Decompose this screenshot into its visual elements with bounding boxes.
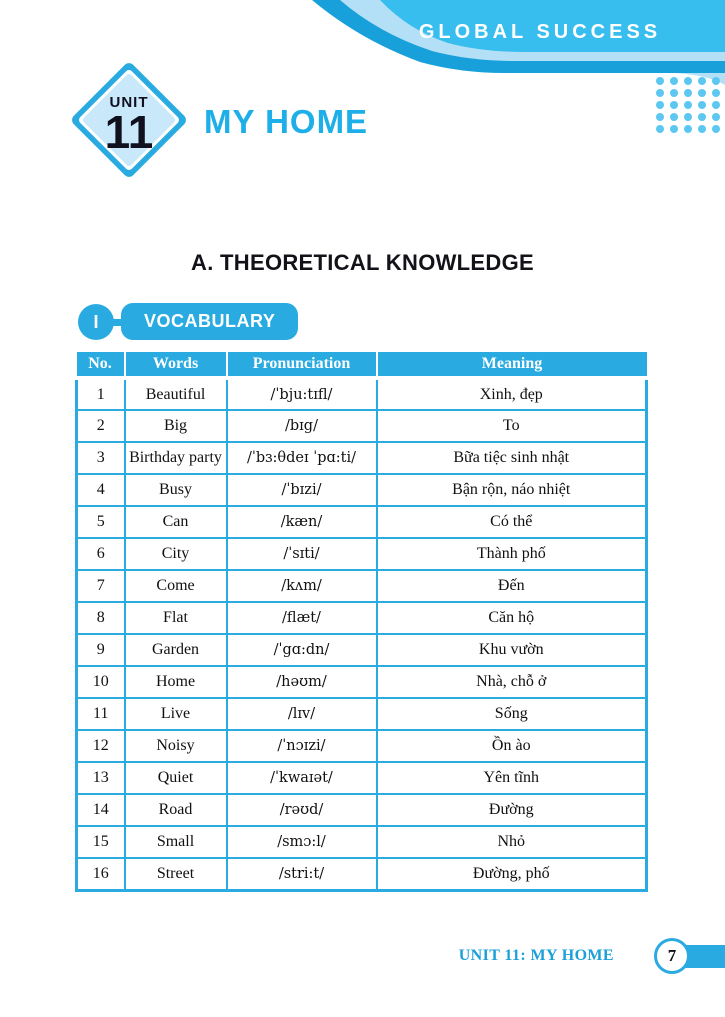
vocabulary-label: VOCABULARY — [144, 311, 276, 331]
cell-pron: /ˈgɑ:dn/ — [227, 634, 377, 666]
dot — [656, 77, 664, 85]
dot — [684, 77, 692, 85]
cell-pron: /smɔ:l/ — [227, 826, 377, 858]
dot — [656, 113, 664, 121]
dot — [712, 113, 720, 121]
cell-word: Street — [125, 858, 227, 890]
cell-pron: /stri:t/ — [227, 858, 377, 890]
footer-title: UNIT 11: MY HOME — [458, 947, 614, 964]
cell-no: 15 — [77, 826, 125, 858]
cell-word: Come — [125, 570, 227, 602]
cell-meaning: Có thể — [377, 506, 647, 538]
section-heading: A. THEORETICAL KNOWLEDGE — [191, 250, 534, 275]
cell-meaning: Bữa tiệc sinh nhật — [377, 442, 647, 474]
cell-word: Road — [125, 794, 227, 826]
unit-number: 11 — [104, 105, 154, 158]
unit-badge — [70, 61, 188, 179]
table-row — [77, 506, 647, 538]
cell-word: Birthday party — [125, 442, 227, 474]
cell-pron: /ˈbɜ:θdeɪ ˈpɑ:ti/ — [227, 442, 377, 474]
table-row — [77, 410, 647, 442]
header-meaning: Meaning — [377, 352, 647, 378]
cell-no: 4 — [77, 474, 125, 506]
cell-word: Home — [125, 666, 227, 698]
cell-meaning: Sống — [377, 698, 647, 730]
page-number-badge — [654, 938, 690, 974]
cell-pron: /ˈkwaɪət/ — [227, 762, 377, 794]
cell-word: Live — [125, 698, 227, 730]
cell-pron: /ˈnɔɪzi/ — [227, 730, 377, 762]
cell-word: Noisy — [125, 730, 227, 762]
header-no: No. — [77, 352, 125, 378]
table-row — [77, 538, 647, 570]
cell-word: Big — [125, 410, 227, 442]
cell-pron: /bɪg/ — [227, 410, 377, 442]
dot-grid-decoration — [656, 77, 720, 133]
cell-word: Small — [125, 826, 227, 858]
dot — [684, 101, 692, 109]
section-numeral: I — [93, 311, 99, 332]
section-numeral-badge — [78, 304, 114, 340]
cell-meaning: Ồn ào — [377, 730, 647, 762]
dot — [670, 77, 678, 85]
table-row — [77, 378, 647, 410]
table-row — [77, 634, 647, 666]
cell-word: Quiet — [125, 762, 227, 794]
cell-meaning: Thành phố — [377, 538, 647, 570]
table-row — [77, 570, 647, 602]
cell-no: 10 — [77, 666, 125, 698]
header-words: Words — [125, 352, 227, 378]
dot — [712, 125, 720, 133]
table-row — [77, 730, 647, 762]
dot — [698, 125, 706, 133]
brand-name: GLOBAL SUCCESS — [418, 21, 662, 43]
dot — [698, 113, 706, 121]
dot — [670, 89, 678, 97]
cell-word: Beautiful — [125, 378, 227, 410]
cell-pron: /həʊm/ — [227, 666, 377, 698]
table-row — [77, 698, 647, 730]
dot — [656, 89, 664, 97]
cell-meaning: Đường, phố — [377, 858, 647, 890]
cell-no: 12 — [77, 730, 125, 762]
dot — [670, 125, 678, 133]
cell-pron: /flæt/ — [227, 602, 377, 634]
dot — [670, 101, 678, 109]
cell-meaning: Đường — [377, 794, 647, 826]
cell-no: 8 — [77, 602, 125, 634]
cell-pron: /rəʊd/ — [227, 794, 377, 826]
cell-no: 3 — [77, 442, 125, 474]
dot — [712, 101, 720, 109]
cell-pron: /ˈsɪti/ — [227, 538, 377, 570]
brand-banner — [290, 0, 725, 88]
cell-pron: /lɪv/ — [227, 698, 377, 730]
cell-no: 11 — [77, 698, 125, 730]
cell-no: 13 — [77, 762, 125, 794]
cell-no: 9 — [77, 634, 125, 666]
cell-meaning: Bận rộn, náo nhiệt — [377, 474, 647, 506]
dot — [712, 77, 720, 85]
cell-word: Busy — [125, 474, 227, 506]
page-title: MY HOME — [204, 103, 369, 140]
cell-no: 16 — [77, 858, 125, 890]
table-row — [77, 826, 647, 858]
cell-no: 1 — [77, 378, 125, 410]
vocabulary-pill — [121, 303, 298, 340]
table-row — [77, 794, 647, 826]
dot — [712, 89, 720, 97]
table-header-row — [77, 352, 647, 378]
cell-pron: /ˈbju:tɪfl/ — [227, 378, 377, 410]
cell-word: Garden — [125, 634, 227, 666]
cell-pron: /ˈbɪzi/ — [227, 474, 377, 506]
cell-meaning: Đến — [377, 570, 647, 602]
cell-meaning: Nhỏ — [377, 826, 647, 858]
vocabulary-table — [75, 352, 648, 892]
dot — [698, 89, 706, 97]
dot — [684, 125, 692, 133]
table-row — [77, 762, 647, 794]
vocab-table-body — [77, 378, 647, 890]
page-number: 7 — [667, 946, 677, 965]
table-row — [77, 858, 647, 890]
table-row — [77, 666, 647, 698]
dot — [684, 89, 692, 97]
dot — [684, 113, 692, 121]
header-pron: Pronunciation — [227, 352, 377, 378]
cell-no: 6 — [77, 538, 125, 570]
dot — [670, 113, 678, 121]
cell-word: Can — [125, 506, 227, 538]
cell-word: Flat — [125, 602, 227, 634]
table-row — [77, 474, 647, 506]
dot — [656, 101, 664, 109]
table-row — [77, 602, 647, 634]
cell-meaning: Xinh, đẹp — [377, 378, 647, 410]
cell-meaning: Khu vườn — [377, 634, 647, 666]
dot — [698, 77, 706, 85]
cell-no: 7 — [77, 570, 125, 602]
cell-meaning: Yên tĩnh — [377, 762, 647, 794]
cell-meaning: To — [377, 410, 647, 442]
cell-no: 5 — [77, 506, 125, 538]
cell-word: City — [125, 538, 227, 570]
unit-label: UNIT — [109, 93, 149, 111]
dot — [656, 125, 664, 133]
dot — [698, 101, 706, 109]
cell-meaning: Nhà, chỗ ở — [377, 666, 647, 698]
cell-no: 14 — [77, 794, 125, 826]
cell-meaning: Căn hộ — [377, 602, 647, 634]
table-row — [77, 442, 647, 474]
cell-pron: /kæn/ — [227, 506, 377, 538]
cell-pron: /kʌm/ — [227, 570, 377, 602]
cell-no: 2 — [77, 410, 125, 442]
